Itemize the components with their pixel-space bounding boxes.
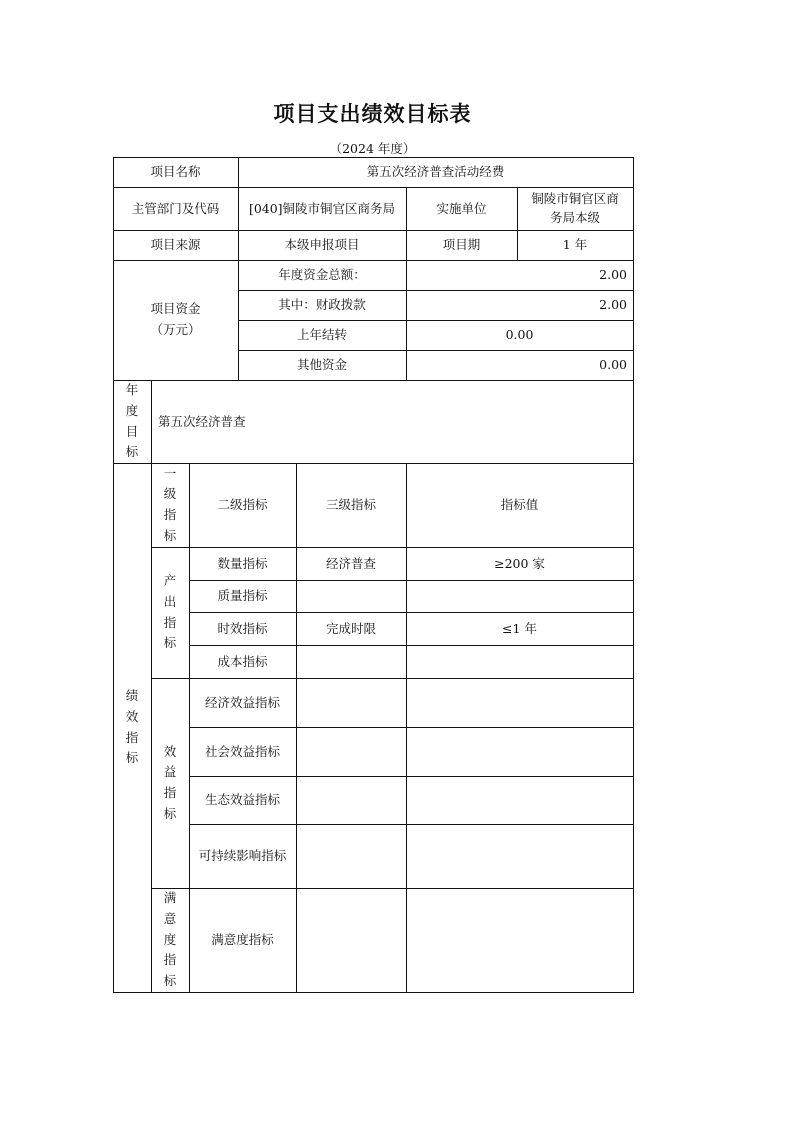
benefit-row-l3	[296, 678, 406, 727]
dept-value: [040]铜陵市铜官区商务局	[248, 200, 396, 216]
funds-other-value: 0.00	[599, 357, 627, 373]
funds-fiscal-label: 其中：财政拨款	[278, 297, 366, 313]
satisfaction-row-l2: 满意度指标	[211, 932, 274, 948]
benefit-row-l3	[296, 727, 406, 776]
benefit-label: 效 益 指 标	[163, 743, 177, 821]
satisfaction-label: 满 意 度 指 标	[163, 890, 177, 988]
output-row-l3: 经济普查	[325, 555, 376, 571]
output-row-value	[406, 645, 633, 678]
benefit-row-l3	[296, 824, 406, 888]
output-row-value: ≥200 家	[494, 555, 545, 571]
level2-header: 二级指标	[217, 497, 268, 513]
project-name-value: 第五次经济普查活动经费	[366, 164, 505, 180]
annual-goal-label: 年 度 目 标	[125, 382, 139, 460]
output-row-l2: 数量指标	[217, 555, 268, 571]
source-value: 本级申报项目	[284, 237, 360, 253]
output-row-value	[406, 580, 633, 612]
output-row-l2: 质量指标	[217, 588, 268, 604]
funds-label-cell	[113, 260, 238, 380]
dept-label: 主管部门及代码	[131, 200, 220, 216]
document-title: 项目支出绩效目标表	[273, 102, 472, 126]
project-name-label: 项目名称	[150, 164, 201, 180]
benefit-row-value	[406, 727, 633, 776]
benefit-row-value	[406, 678, 633, 727]
funds-unit: （万元）	[150, 322, 201, 337]
benefit-row-value	[406, 824, 633, 888]
satisfaction-row-value	[406, 888, 633, 992]
unit-value: 铜陵市铜官区商务局本级	[531, 191, 619, 225]
funds-carryover-value: 0.00	[505, 327, 534, 343]
output-row-l2: 时效指标	[217, 620, 268, 636]
level1-header: 一 级 指 标	[163, 465, 177, 543]
period-label: 项目期	[442, 237, 481, 253]
output-row-l3	[296, 580, 406, 612]
period-value: 1 年	[562, 237, 588, 253]
benefit-row-value	[406, 776, 633, 824]
funds-other-label: 其他资金	[296, 357, 347, 373]
unit-label: 实施单位	[436, 200, 487, 216]
benefit-row-l2: 经济效益指标	[204, 694, 280, 710]
output-row-l3	[296, 645, 406, 678]
perf-label: 绩 效 指 标	[125, 688, 139, 766]
output-row-l3: 完成时限	[325, 620, 376, 636]
output-label: 产 出 指 标	[163, 573, 177, 651]
funds-carryover-label: 上年结转	[296, 327, 347, 343]
funds-fiscal-value: 2.00	[599, 297, 627, 313]
value-header: 指标值	[500, 497, 539, 513]
document-year: （2024 年度）	[329, 141, 416, 156]
level3-header: 三级指标	[325, 497, 376, 513]
funds-label: 项目资金	[150, 301, 201, 317]
annual-goal-value: 第五次经济普查	[158, 413, 246, 429]
source-label: 项目来源	[150, 237, 201, 253]
output-row-l2: 成本指标	[217, 653, 268, 669]
benefit-row-l2: 生态效益指标	[204, 792, 280, 808]
benefit-row-l2: 社会效益指标	[204, 743, 280, 759]
funds-total-label: 年度资金总额：	[278, 267, 366, 283]
benefit-row-l3	[296, 776, 406, 824]
satisfaction-row-l3	[296, 888, 406, 992]
output-row-value: ≤1 年	[502, 620, 537, 636]
funds-total-value: 2.00	[599, 267, 627, 283]
benefit-row-l2: 可持续影响指标	[198, 848, 287, 863]
